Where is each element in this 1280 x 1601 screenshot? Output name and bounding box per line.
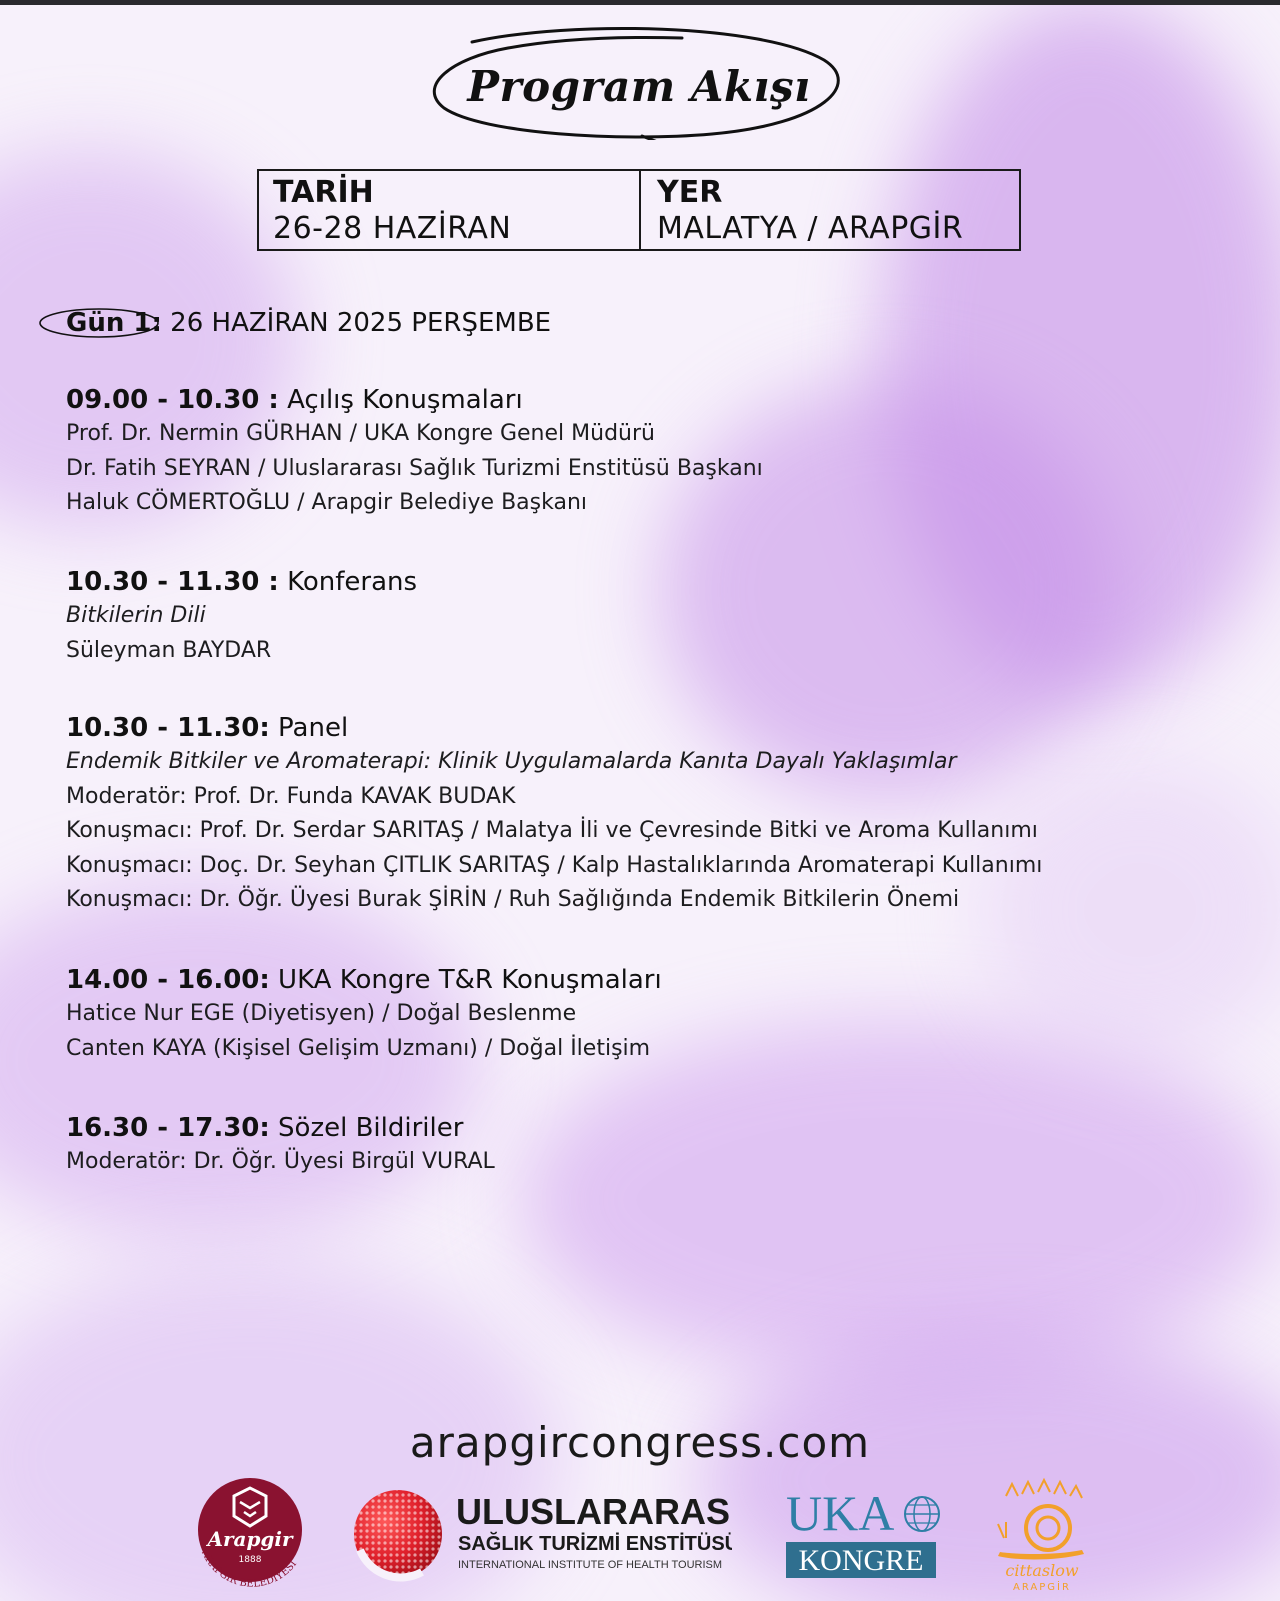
cittaslow-logo-place: ARAPGİR: [1013, 1582, 1071, 1593]
speaker-line: Konuşmacı: Dr. Öğr. Üyesi Burak ŞİRİN / Ruh Sağlığında Endemik Bitkilerin Önemi: [66, 887, 960, 912]
session-title: Konferans: [278, 567, 418, 597]
program-title: [432, 24, 846, 140]
session-opening: [66, 383, 763, 521]
usti-line1: ULUSLARARASI: [456, 1491, 732, 1532]
date-value: 26-28 HAZİRAN: [273, 211, 512, 246]
speaker-line: Canten KAYA (Kişisel Gelişim Uzmanı) / Doğal İletişim: [66, 1035, 651, 1061]
info-box: [257, 169, 1021, 251]
arapgir-logo-name: Arapgir: [207, 1527, 293, 1551]
speaker-line: Moderatör: Dr. Öğr. Üyesi Birgül VURAL: [66, 1149, 495, 1174]
speaker-line: Haluk CÖMERTOĞLU / Arapgir Belediye Başkanı: [66, 490, 588, 515]
speaker-line: Süleyman BAYDAR: [66, 637, 272, 663]
arapgir-municipality-logo: [194, 1476, 312, 1594]
usti-line2: SAĞLIK TURİZMİ ENSTİTÜSÜ: [458, 1533, 732, 1555]
arapgir-logo-year: 1888: [238, 1555, 262, 1565]
health-tourism-institute-logo: [352, 1480, 732, 1590]
speaker-line: Prof. Dr. Nermin GÜRHAN / UKA Kongre Genel Müdürü: [66, 421, 655, 446]
session-title: Açılış Konuşmaları: [278, 385, 523, 415]
session-conference: [66, 565, 417, 668]
speaker-line: Moderatör: Prof. Dr. Funda KAVAK BUDAK: [66, 783, 516, 809]
day-label: Gün 1:: [66, 308, 162, 338]
date-label: TARİH: [273, 175, 374, 210]
session-oral: [66, 1111, 495, 1180]
session-topic: Bitkilerin Dili: [66, 603, 206, 628]
arapgir-logo-caption: ARAPGİR BELEDİYESİ: [199, 1548, 300, 1590]
session-title: Sözel Bildiriler: [269, 1113, 464, 1143]
cittaslow-logo-name: cittaslow: [1005, 1561, 1079, 1580]
session-time: 10.30 - 11.30 :: [66, 567, 279, 597]
session-time: 10.30 - 11.30:: [66, 713, 270, 743]
page-title: Program Akışı: [467, 62, 811, 111]
date-cell: [259, 171, 641, 249]
place-value: MALATYA / ARAPGİR: [657, 211, 964, 246]
place-label: YER: [657, 175, 723, 210]
session-title: UKA Kongre T&R Konuşmaları: [269, 965, 662, 995]
top-border: [0, 0, 1280, 5]
uka-logo-bottom: KONGRE: [798, 1544, 924, 1577]
speaker-line: Konuşmacı: Prof. Dr. Serdar SARITAŞ / Malatya İli ve Çevresinde Bitki ve Aroma Kullanımı: [66, 818, 1038, 843]
session-panel: [66, 711, 1042, 918]
website-link[interactable]: arapgircongress.com: [409, 1418, 871, 1467]
uka-kongre-logo: [786, 1484, 946, 1584]
session-topic: Endemik Bitkiler ve Aromaterapi: Klinik Uygulamalarda Kanıta Dayalı Yaklaşımlar: [66, 749, 957, 774]
speaker-line: Hatice Nur EGE (Diyetisyen) / Doğal Beslenme: [66, 1001, 577, 1026]
usti-line3: INTERNATIONAL INSTITUTE OF HEALTH TOURISM: [458, 1559, 723, 1571]
place-cell: [641, 171, 1019, 249]
day-header: [66, 306, 551, 340]
session-talks: [66, 963, 662, 1066]
session-time: 14.00 - 16.00:: [66, 965, 270, 995]
session-time: 16.30 - 17.30:: [66, 1113, 270, 1143]
uka-logo-top: UKA: [786, 1485, 895, 1541]
session-title: Panel: [269, 713, 349, 743]
speaker-line: Dr. Fatih SEYRAN / Uluslararası Sağlık Turizmi Enstitüsü Başkanı: [66, 455, 763, 481]
day-date: 26 HAZİRAN 2025 PERŞEMBE: [161, 308, 552, 338]
cittaslow-logo: [992, 1476, 1092, 1594]
speaker-line: Konuşmacı: Doç. Dr. Seyhan ÇITLIK SARITAŞ / Kalp Hastalıklarında Aromaterapi Kullanımı: [66, 852, 1043, 878]
session-time: 09.00 - 10.30 :: [66, 385, 279, 415]
